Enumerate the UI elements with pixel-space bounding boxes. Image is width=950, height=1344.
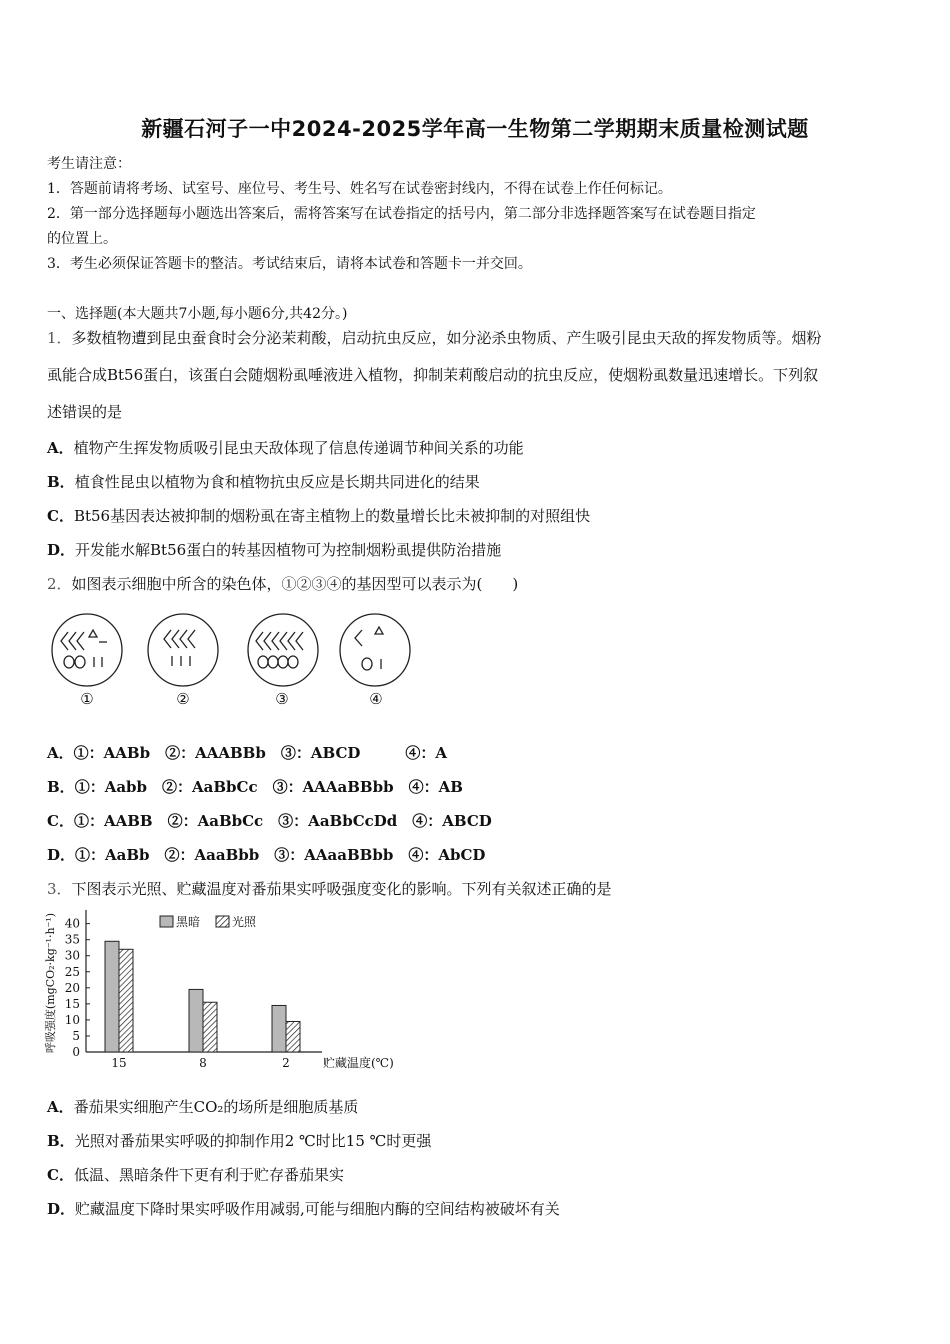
option-label: C．	[47, 1166, 74, 1184]
y-tick-label: 25	[64, 964, 80, 979]
legend-label: 光照	[232, 915, 257, 929]
option-label: A．	[47, 1098, 74, 1116]
bar	[119, 949, 133, 1052]
cell-label: ②	[176, 690, 190, 708]
y-tick-label: 15	[64, 996, 80, 1011]
x-tick-label: 15	[111, 1056, 127, 1070]
option-d[interactable]	[47, 539, 501, 560]
chromosome-cells-diagram	[44, 610, 424, 690]
option-text: ①：AABB ②：AaBbCc ③：AaBbCcDd ④：ABCD	[73, 812, 492, 830]
option-label: D．	[47, 541, 76, 559]
option-label: B．	[47, 1132, 75, 1150]
option-b[interactable]	[47, 776, 463, 797]
option-d[interactable]	[47, 844, 485, 865]
option-text: 低温、黑暗条件下更有利于贮存番茄果实	[73, 1166, 344, 1184]
y-tick-label: 5	[72, 1028, 80, 1043]
legend-swatch	[216, 916, 229, 927]
notice-heading: 考生请注意：	[47, 156, 131, 172]
option-text: Bt56基因表达被抑制的烟粉虱在寄主植物上的数量增长比未被抑制的对照组快	[73, 507, 591, 525]
y-tick-label: 20	[64, 980, 80, 995]
section-heading: 一、选择题(本大题共7小题,每小题6分,共42分。)	[47, 306, 348, 322]
x-axis-label: 贮藏温度(℃)	[323, 1056, 394, 1070]
question-number: 2．	[47, 575, 72, 593]
option-text: 番茄果实细胞产生CO₂的场所是细胞质基质	[73, 1098, 359, 1116]
question-1-line	[47, 327, 822, 348]
bar	[105, 941, 119, 1052]
option-label: C．	[47, 507, 74, 525]
option-d[interactable]	[47, 1198, 560, 1219]
option-text: ①：AABb ②：AAABBb ③：ABCD ④：A	[73, 744, 448, 762]
option-c[interactable]	[47, 1164, 344, 1185]
option-a[interactable]	[47, 1096, 358, 1117]
y-tick-label: 10	[64, 1012, 80, 1027]
option-text: 贮藏温度下降时果实呼吸作用减弱,可能与细胞内酶的空间结构被破坏有关	[75, 1200, 560, 1218]
cell-4	[340, 614, 410, 686]
cell-label: ④	[369, 690, 383, 708]
bar	[189, 989, 203, 1052]
y-tick-label: 35	[64, 932, 80, 947]
respiration-bar-chart	[40, 902, 410, 1074]
option-label: B．	[47, 778, 75, 796]
x-tick-label: 8	[199, 1056, 207, 1070]
question-1-text: 多数植物遭到昆虫蚕食时会分泌茉莉酸，启动抗虫反应，如分泌杀虫物质、产生吸引昆虫天敌的挥发物质等。烟粉	[71, 329, 822, 347]
option-text: 植食性昆虫以植物为食和植物抗虫反应是长期共同进化的结果	[74, 473, 480, 491]
cell-2	[148, 614, 218, 686]
cell-1	[52, 614, 122, 686]
option-label: A．	[47, 744, 74, 762]
legend-swatch	[160, 916, 173, 927]
question-number: 3．	[47, 880, 72, 898]
option-a[interactable]	[47, 742, 447, 763]
option-label: C．	[47, 812, 74, 830]
question-2-line	[47, 573, 518, 594]
question-1-text: 虱能合成Bt56蛋白，该蛋白会随烟粉虱唾液进入植物，抑制茉莉酸启动的抗虫反应，使烟粉虱数量迅速增长。下列叙	[47, 366, 819, 384]
option-b[interactable]	[47, 1130, 431, 1151]
option-c[interactable]	[47, 505, 590, 526]
legend-label: 黑暗	[176, 915, 201, 929]
question-2-text: 如图表示细胞中所含的染色体，①②③④的基因型可以表示为( )	[71, 575, 519, 593]
question-3-text: 下图表示光照、贮藏温度对番茄果实呼吸强度变化的影响。下列有关叙述正确的是	[71, 880, 612, 898]
cell-label: ①	[80, 690, 94, 708]
y-axis-label: 呼吸强度(mgCO₂·kg⁻¹·h⁻¹)	[44, 912, 57, 1054]
question-3-line	[47, 878, 612, 899]
option-text: ①：Aabb ②：AaBbCc ③：AAAaBBbb ④：AB	[74, 778, 463, 796]
option-label: D．	[47, 846, 76, 864]
page-title: 新疆石河子一中2024-2025学年高一生物第二学期期末质量检测试题	[141, 117, 809, 141]
y-tick-label: 0	[72, 1045, 80, 1059]
cell-label: ③	[275, 690, 289, 708]
question-1-text: 述错误的是	[47, 403, 123, 421]
bar	[272, 1005, 286, 1052]
option-label: D．	[47, 1200, 76, 1218]
option-b[interactable]	[47, 471, 480, 492]
cell-3	[248, 614, 318, 686]
bar	[286, 1022, 300, 1052]
notice-item: 的位置上。	[47, 231, 117, 247]
option-a[interactable]	[47, 437, 524, 458]
option-label: B．	[47, 473, 75, 491]
y-tick-label: 30	[64, 948, 80, 963]
option-text: 植物产生挥发物质吸引昆虫天敌体现了信息传递调节种间关系的功能	[73, 439, 524, 457]
option-text: ①：AaBb ②：AaaBbb ③：AAaaBBbb ④：AbCD	[75, 846, 486, 864]
option-text: 开发能水解Bt56蛋白的转基因植物可为控制烟粉虱提供防治措施	[75, 541, 502, 559]
option-c[interactable]	[47, 810, 492, 831]
notice-item: 2．第一部分选择题每小题选出答案后，需将答案写在试卷指定的括号内，第二部分非选择题答案写在试卷题目指定	[47, 206, 756, 222]
y-tick-label: 40	[64, 916, 80, 931]
x-tick-label: 2	[282, 1056, 290, 1070]
option-text: 光照对番茄果实呼吸的抑制作用2 ℃时比15 ℃时更强	[74, 1132, 432, 1150]
option-label: A．	[47, 439, 74, 457]
bar	[203, 1002, 217, 1052]
notice-item: 1．答题前请将考场、试室号、座位号、考生号、姓名写在试卷密封线内，不得在试卷上作任何标记。	[47, 181, 672, 197]
question-number: 1．	[47, 329, 72, 347]
notice-item: 3．考生必须保证答题卡的整洁。考试结束后，请将本试卷和答题卡一并交回。	[47, 256, 532, 272]
